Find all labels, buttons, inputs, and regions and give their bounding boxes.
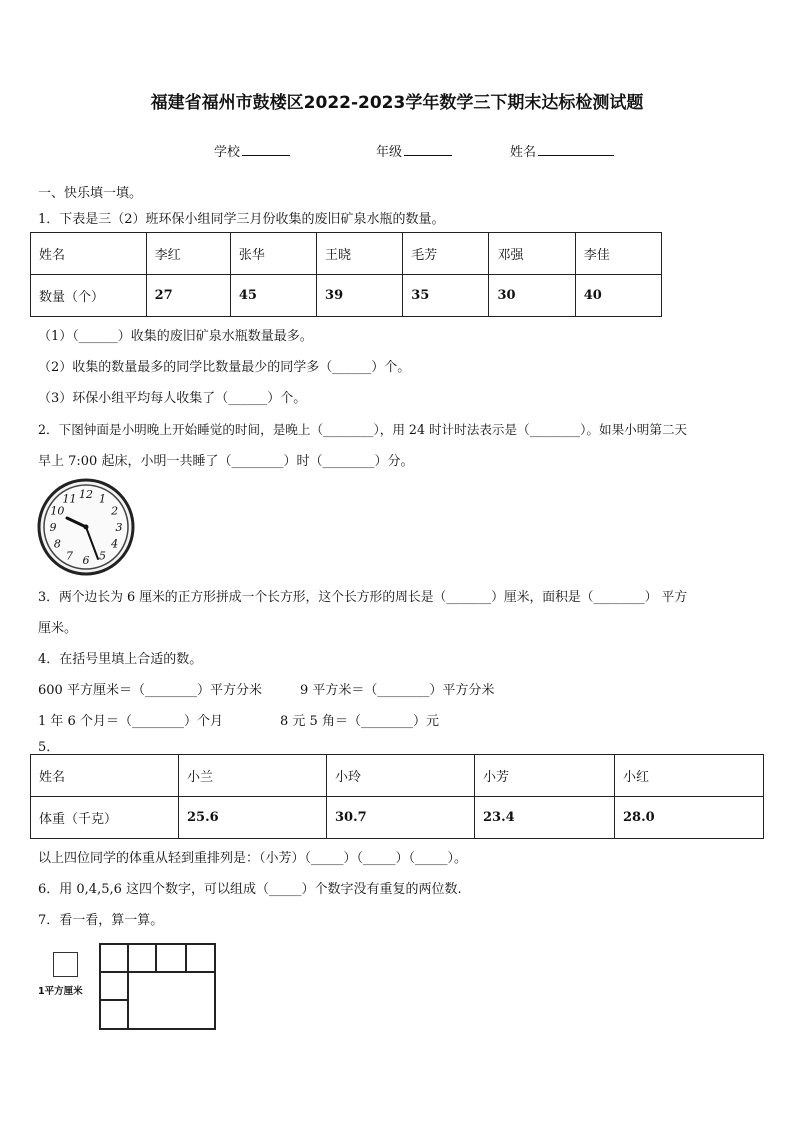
grade-field[interactable]: [376, 141, 452, 160]
area-figure: [98, 942, 218, 1032]
grade-blank[interactable]: [404, 142, 452, 156]
clock-numeral: 9: [49, 521, 57, 534]
table-cell: 李红: [146, 233, 230, 275]
table-cell: 体重（千克）: [31, 797, 179, 839]
clock-numeral: 6: [82, 554, 90, 567]
clock-numeral: 10: [50, 504, 65, 518]
clock-numeral: 7: [66, 549, 73, 563]
table-cell: 39: [317, 275, 403, 317]
q4-d: 8 元 5 角＝（________）元: [280, 714, 439, 729]
q1-sub1: （1）（______）收集的废旧矿泉水瓶数量最多。: [38, 329, 313, 344]
grade-label: 年级: [376, 145, 403, 160]
figure-outline: [100, 944, 215, 1029]
q1-text: 1．下表是三（2）班环保小组同学三月份收集的废旧矿泉水瓶的数量。: [38, 212, 445, 227]
table-row: [31, 797, 764, 839]
name-field[interactable]: [510, 141, 614, 160]
q7-text: 7．看一看，算一算。: [38, 913, 164, 928]
q6-text: 6．用 0,4,5,6 这四个数字，可以组成（_____）个数字没有重复的两位数.: [38, 882, 462, 897]
q5-table: [30, 754, 764, 839]
q3-line2: 厘米。: [38, 621, 78, 636]
q1-table: [30, 232, 662, 317]
section-heading: 一、快乐填一填。: [38, 186, 143, 201]
q4-a: 600 平方厘米＝（________）平方分米: [38, 683, 262, 698]
clock-numeral: 2: [111, 504, 119, 518]
q5-label: 5．: [38, 740, 60, 755]
table-cell: 邓强: [489, 233, 575, 275]
clock-center: [84, 525, 89, 530]
table-cell: 45: [230, 275, 316, 317]
table-cell: 27: [146, 275, 230, 317]
name-blank[interactable]: [538, 142, 614, 156]
table-cell: 姓名: [31, 755, 179, 797]
clock-face: [36, 477, 136, 577]
clock-numeral: 5: [99, 549, 106, 563]
q2-line1: 2．下图钟面是小明晚上开始睡觉的时间，是晚上（________），用 24 时计时法表示是（________）。如果小明第二天: [38, 422, 688, 437]
table-cell: 28.0: [615, 797, 764, 839]
q2-line2: 早上 7:00 起床，小明一共睡了（________）时（________）分。: [38, 454, 414, 469]
table-cell: 王晓: [317, 233, 403, 275]
clock-numeral: 12: [79, 488, 93, 501]
clock-numeral: 1: [99, 492, 106, 506]
school-field[interactable]: [214, 141, 290, 160]
table-cell: 小芳: [475, 755, 615, 797]
q4-c: 1 年 6 个月＝（________）个月: [38, 714, 223, 729]
q1-sub2: （2）收集的数量最多的同学比数量最少的同学多（______）个。: [38, 360, 411, 375]
table-cell: 小兰: [179, 755, 327, 797]
table-cell: 35: [403, 275, 489, 317]
table-row: [31, 233, 662, 275]
table-cell: 毛芳: [403, 233, 489, 275]
table-cell: 30.7: [327, 797, 475, 839]
unit-square-label: 1平方厘米: [38, 986, 83, 997]
school-blank[interactable]: [242, 142, 290, 156]
clock-numeral: 8: [53, 537, 61, 551]
table-row: [31, 755, 764, 797]
q5-text: 以上四位同学的体重从轻到重排列是：（小芳）（_____）（_____）（_____）。: [38, 851, 468, 866]
q1-sub3: （3）环保小组平均每人收集了（______）个。: [38, 391, 307, 406]
unit-square: [53, 952, 78, 977]
clock-numeral: 4: [111, 537, 119, 551]
table-row: [31, 275, 662, 317]
table-cell: 数量（个）: [31, 275, 147, 317]
table-cell: 张华: [230, 233, 316, 275]
table-cell: 李佳: [575, 233, 661, 275]
table-cell: 小玲: [327, 755, 475, 797]
clock-numeral: 11: [62, 492, 77, 506]
table-cell: 小红: [615, 755, 764, 797]
table-cell: 40: [575, 275, 661, 317]
name-label: 姓名: [510, 145, 537, 160]
table-cell: 25.6: [179, 797, 327, 839]
table-cell: 姓名: [31, 233, 147, 275]
q4-text: 4．在括号里填上合适的数。: [38, 652, 203, 667]
table-cell: 30: [489, 275, 575, 317]
table-cell: 23.4: [475, 797, 615, 839]
q4-b: 9 平方米＝（________）平方分米: [300, 683, 495, 698]
clock-numeral: 3: [115, 521, 123, 534]
school-label: 学校: [214, 145, 241, 160]
q3-line1: 3．两个边长为 6 厘米的正方形拼成一个长方形，这个长方形的周长是（_______）厘米，面积是（________） 平方: [38, 590, 688, 605]
page-title: 福建省福州市鼓楼区2022-2023学年数学三下期末达标检测试题: [150, 93, 644, 113]
